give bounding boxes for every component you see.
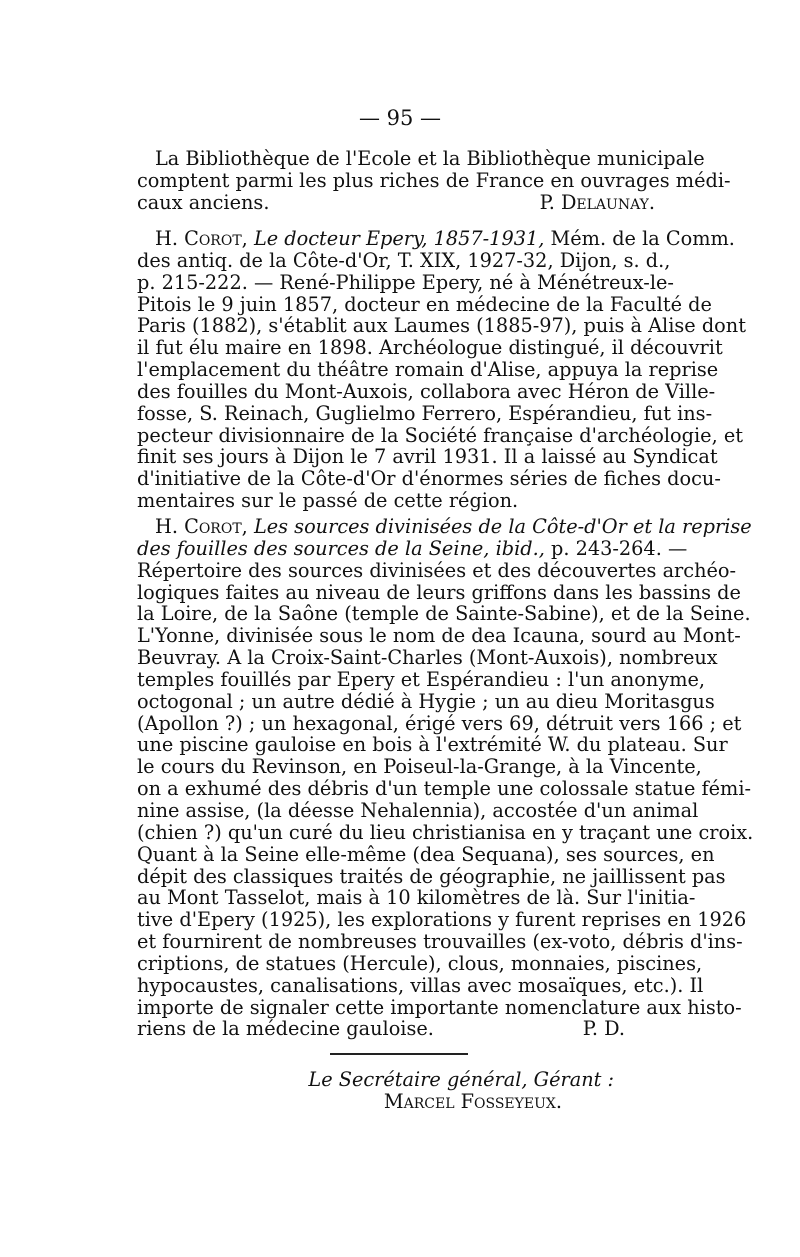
text-line: des fouilles du Mont-Auxois, collabora avec Héron de Ville- bbox=[137, 379, 716, 403]
text-line bbox=[137, 192, 665, 214]
text-line: d'initiative de la Côte-d'Or d'énormes séries de fiches docu- bbox=[137, 467, 721, 491]
text-line: L'Yonne, divinisée sous le nom de dea Icauna, sourd au Mont- bbox=[137, 624, 741, 648]
text-line: hypocaustes, canalisations, villas avec mosaïques, etc.). Il bbox=[137, 973, 704, 997]
text-line: mentaires sur le passé de cette région. bbox=[137, 489, 519, 513]
text-line: finit ses jours à Dijon le 7 avril 1931. Il a laissé au Syndicat bbox=[137, 445, 718, 469]
closing-signature bbox=[0, 1069, 710, 1113]
text-line: importe de signaler cette importante nomenclature aux histo- bbox=[137, 995, 742, 1019]
text-line-content: caux anciens. bbox=[137, 190, 270, 214]
text-line: p. 215-222. — René-Philippe Epery, né à Ménétreux-le- bbox=[137, 270, 674, 294]
text-line: l'emplacement du théâtre romain d'Alise, appuya la reprise bbox=[137, 358, 719, 382]
text-line: temples fouillés par Epery et Espérandieu : l'un anonyme, bbox=[137, 667, 706, 691]
text-line: et fournirent de nombreuses trouvailles (ex-voto, débris d'ins- bbox=[137, 930, 743, 954]
entry-heading-line bbox=[137, 536, 688, 560]
paragraph-bibliotheques bbox=[137, 147, 731, 214]
section-divider bbox=[330, 1053, 468, 1055]
entry-author: H. Corot, bbox=[155, 515, 248, 538]
entry-title: Le docteur Epery, 1857-1931, bbox=[253, 227, 545, 250]
text-line: Paris (1882), s'établit aux Laumes (1885-97), puis à Alise dont bbox=[137, 314, 746, 338]
text-line: comptent parmi les plus riches de France en ouvrages médi- bbox=[137, 168, 731, 192]
review-entry-sources bbox=[137, 515, 754, 1041]
page-number: — 95 — bbox=[358, 106, 442, 130]
text-line: La Bibliothèque de l'Ecole et la Bibliothèque municipale bbox=[155, 147, 705, 170]
text-line: nine assise, (la déesse Nehalennia), accostée d'un animal bbox=[137, 798, 699, 822]
entry-title: Les sources divinisées de la Côte-d'Or et la reprise bbox=[253, 515, 752, 538]
text-line: (chien ?) qu'un curé du lieu christianisa en y traçant une croix. bbox=[137, 820, 754, 844]
entry-author: H. Corot, bbox=[155, 227, 248, 250]
closing-title: Le Secrétaire général, Gérant : bbox=[308, 1068, 614, 1091]
text-line: au Mont Tasselot, mais à 10 kilomètres de là. Sur l'initia- bbox=[137, 886, 696, 910]
text-line: fosse, S. Reinach, Guglielmo Ferrero, Espérandieu, fut ins- bbox=[137, 401, 713, 425]
entry-heading-line bbox=[137, 515, 752, 538]
text-line: Pitois le 9 juin 1857, docteur en médecine de la Faculté de bbox=[137, 292, 712, 316]
text-line: une piscine gauloise en bois à l'extrémité W. du plateau. Sur bbox=[137, 733, 728, 757]
entry-pages: p. 243-264. — bbox=[544, 536, 688, 560]
text-line: Répertoire des sources divinisées et des découvertes archéo- bbox=[137, 558, 737, 582]
text-line: Beuvray. A la Croix-Saint-Charles (Mont-Auxois), nombreux bbox=[137, 646, 718, 670]
review-entry-epery bbox=[137, 227, 746, 513]
text-line: le cours du Revinson, en Poiseul-la-Grange, à la Vincente, bbox=[137, 755, 702, 779]
text-line: tive d'Epery (1925), les explorations y furent reprises en 1926 bbox=[137, 908, 747, 932]
text-line: la Loire, de la Saône (temple de Sainte-Sabine), et de la Seine. bbox=[137, 602, 751, 626]
author-signature: P. Delaunay. bbox=[539, 190, 655, 214]
author-signature: P. D. bbox=[582, 1017, 625, 1041]
text-line: dépit des classiques traités de géographie, ne jaillissent pas bbox=[137, 864, 726, 888]
entry-title-cont: des fouilles des sources de la Seine, ibid., bbox=[137, 536, 545, 560]
text-line: des antiq. de la Côte-d'Or, T. XIX, 1927-32, Dijon, s. d., bbox=[137, 248, 671, 272]
text-line: logiques faites au niveau de leurs griffons dans les bassins de bbox=[137, 580, 741, 604]
text-line-content: riens de la médecine gauloise. bbox=[137, 1017, 434, 1041]
text-line: Quant à la Seine elle-même (dea Sequana), ses sources, en bbox=[137, 842, 715, 866]
text-line: octogonal ; un autre dédié à Hygie ; un au dieu Moritasgus bbox=[137, 689, 715, 713]
text-line: il fut élu maire en 1898. Archéologue distingué, il découvrit bbox=[137, 336, 723, 360]
text-line bbox=[137, 1018, 665, 1040]
entry-heading-line bbox=[137, 227, 735, 250]
closing-name: Marcel Fosseyeux. bbox=[383, 1090, 562, 1113]
text-line: criptions, de statues (Hercule), clous, monnaies, piscines, bbox=[137, 951, 703, 975]
text-line: pecteur divisionnaire de la Société française d'archéologie, et bbox=[137, 423, 743, 447]
text-line: (Apollon ?) ; un hexagonal, érigé vers 69, détruit vers 166 ; et bbox=[137, 711, 742, 735]
entry-source: Mém. de la Comm. bbox=[544, 227, 735, 250]
text-line: on a exhumé des débris d'un temple une colossale statue fémi- bbox=[137, 777, 752, 801]
